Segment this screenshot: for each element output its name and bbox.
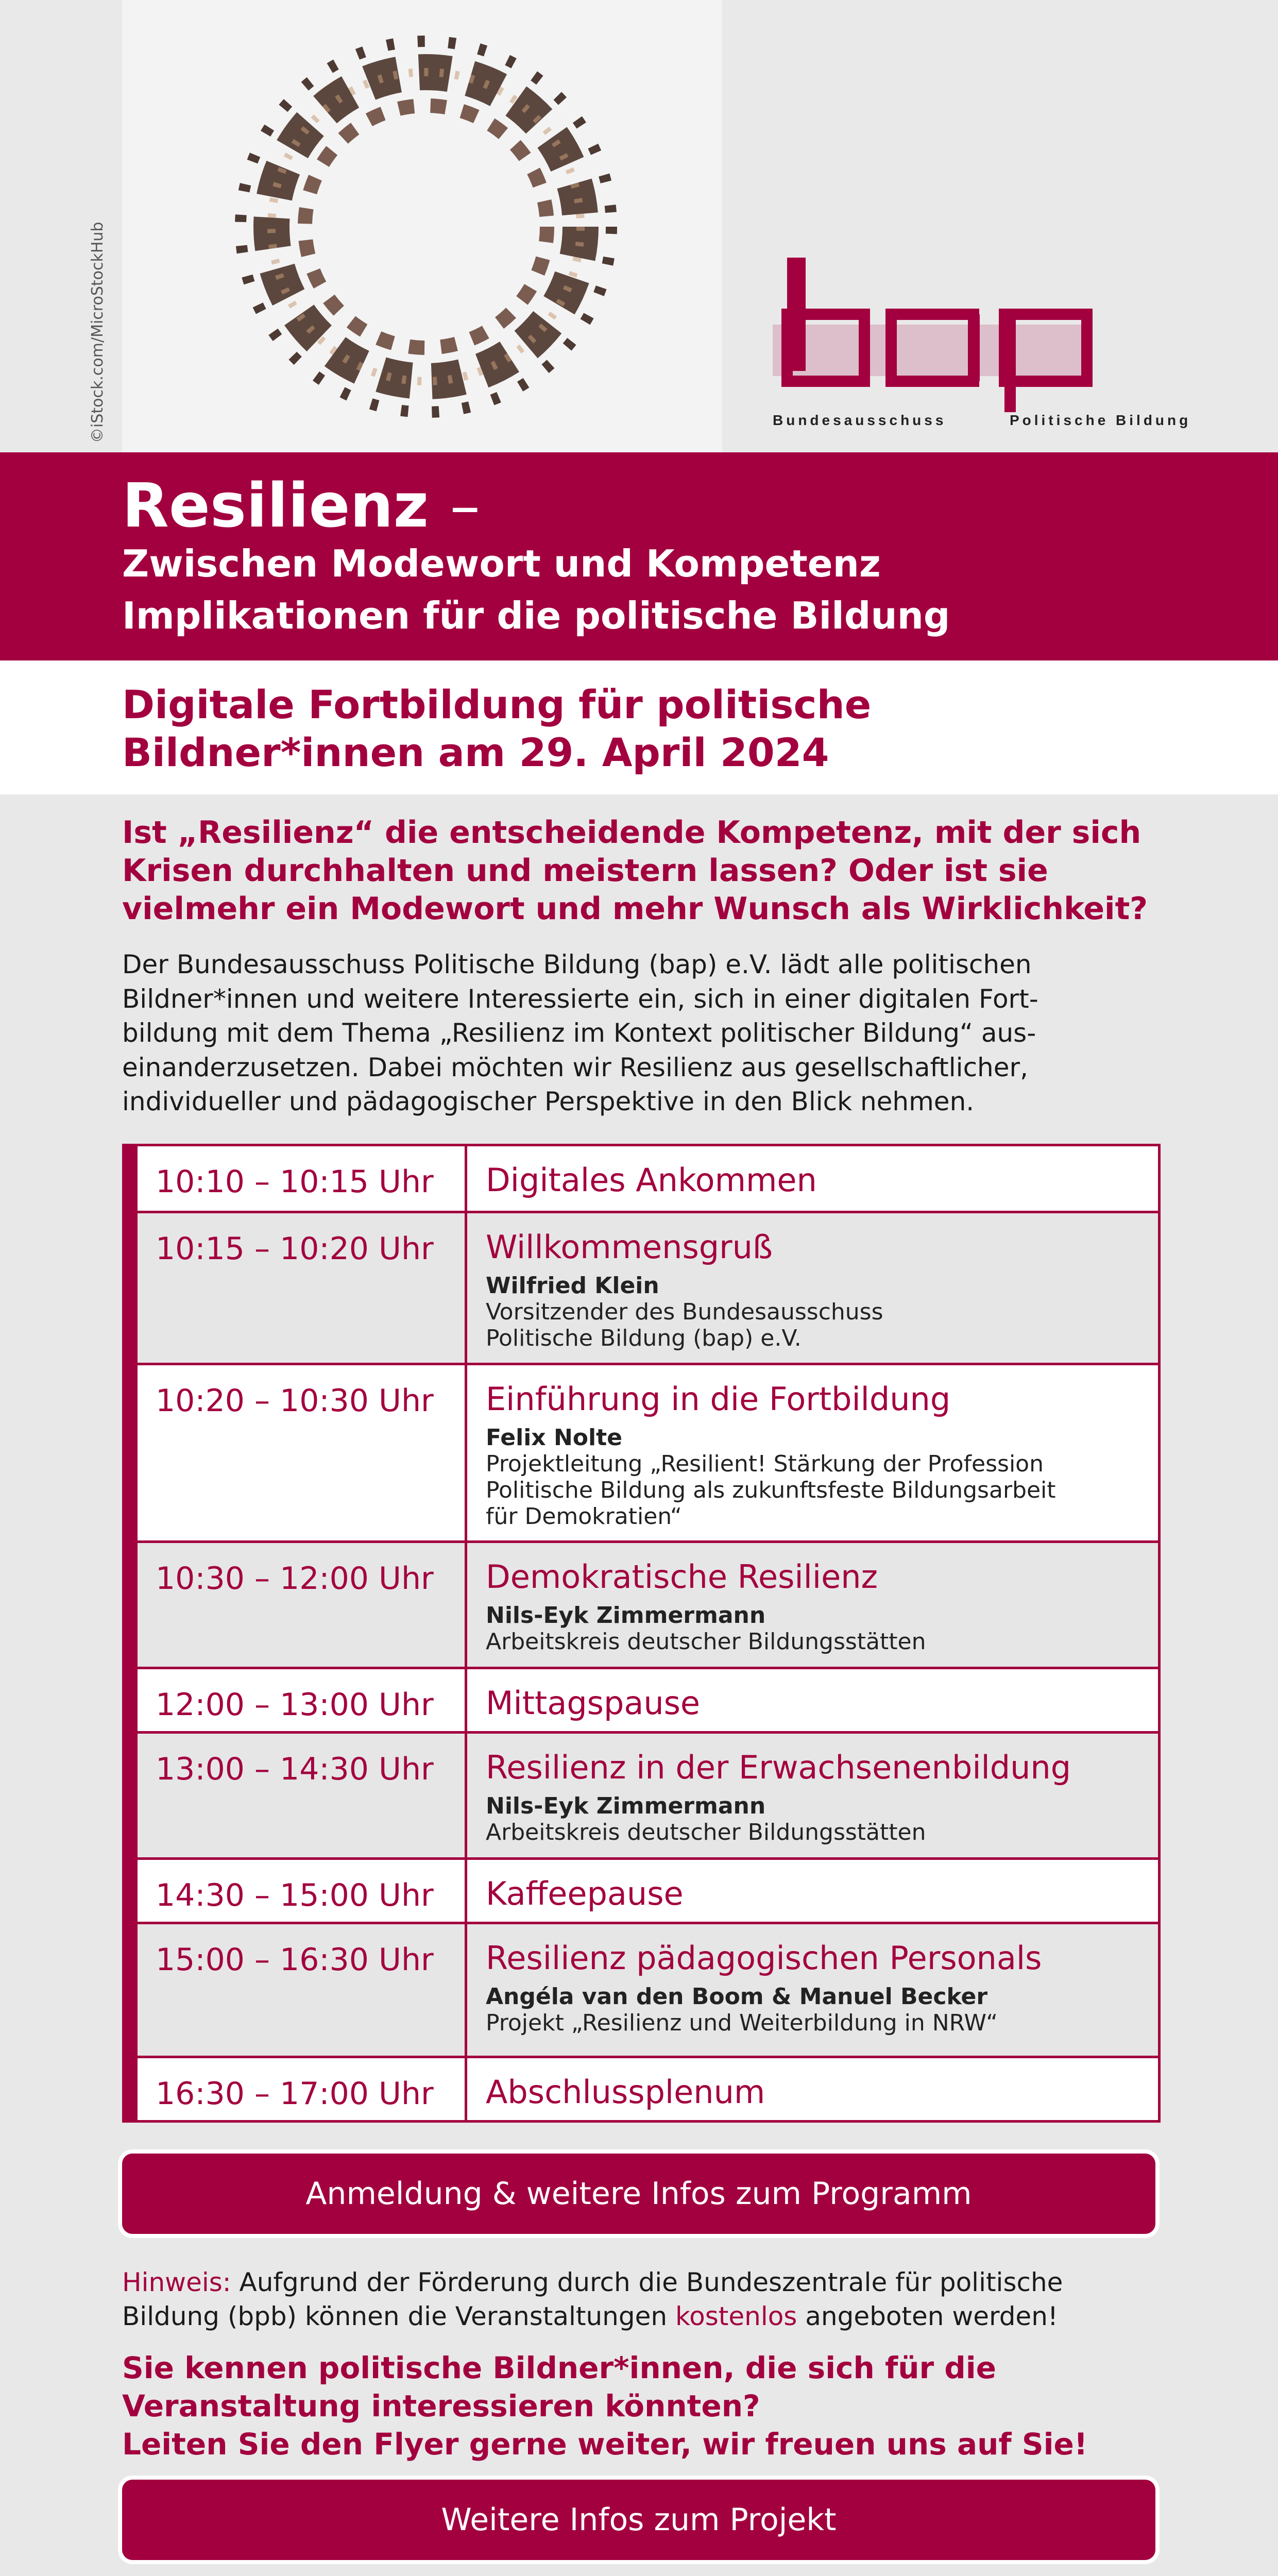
schedule-title: Mittagspause bbox=[486, 1684, 701, 1722]
appeal-text bbox=[122, 2349, 1173, 2464]
intro-body-line: einanderzusetzen. Dabei möchten wir Resilienz aus gesellschaftlicher, bbox=[122, 1052, 1028, 1082]
schedule-info bbox=[467, 2058, 1158, 2120]
schedule-row bbox=[138, 1211, 1158, 1363]
schedule-row bbox=[138, 1922, 1158, 2056]
schedule-info bbox=[467, 1669, 1158, 1731]
schedule-time: 12:00 – 13:00 Uhr bbox=[138, 1669, 467, 1731]
speaker-detail: Projektleitung „Resilient! Stärkung der Profession bbox=[486, 1451, 1044, 1478]
intro-body-line: bildung mit dem Thema „Resilienz im Kontext politischer Bildung“ aus- bbox=[122, 1018, 1036, 1048]
speaker-name: Nils-Eyk Zimmermann bbox=[486, 1602, 766, 1629]
speaker-detail: Arbeitskreis deutscher Bildungsstätten bbox=[486, 1819, 926, 1846]
title-word: Resilienz bbox=[122, 470, 429, 541]
schedule-info bbox=[467, 1924, 1158, 2056]
schedule-row bbox=[138, 1731, 1158, 1857]
intro-body-line: Der Bundesausschuss Politische Bildung (bap) e.V. lädt alle politischen bbox=[122, 950, 1032, 980]
crowd-photo bbox=[122, 0, 722, 452]
schedule-info bbox=[467, 1146, 1158, 1211]
speaker-detail: Politische Bildung als zukunftsfeste Bildungsarbeit bbox=[486, 1477, 1056, 1504]
schedule-time: 15:00 – 16:30 Uhr bbox=[138, 1924, 467, 2056]
schedule-row bbox=[138, 2056, 1158, 2120]
bap-logo-word-right: Politische Bildung bbox=[1010, 412, 1191, 428]
schedule-time: 13:00 – 14:30 Uhr bbox=[138, 1734, 467, 1857]
intro-body bbox=[122, 947, 1178, 1119]
appeal-line: Veranstaltung interessieren könnten? bbox=[122, 2388, 760, 2424]
schedule-info bbox=[467, 1213, 1158, 1363]
note-line-1 bbox=[122, 2266, 1173, 2300]
note-emphasis: kostenlos bbox=[675, 2301, 797, 2331]
schedule-row bbox=[138, 1146, 1158, 1211]
schedule-info bbox=[467, 1543, 1158, 1667]
bap-logo-mark bbox=[773, 258, 1211, 412]
intro-body-line: individueller und pädagogischer Perspektive in den Blick nehmen. bbox=[122, 1087, 975, 1117]
project-info-button[interactable]: Weitere Infos zum Projekt bbox=[122, 2480, 1155, 2560]
schedule-table bbox=[122, 1144, 1161, 2123]
schedule-time: 10:30 – 12:00 Uhr bbox=[138, 1543, 467, 1667]
appeal-line: Sie kennen politische Bildner*innen, die sich für die bbox=[122, 2350, 997, 2385]
note-text: Aufgrund der Förderung durch die Bundeszentrale für politische bbox=[231, 2267, 1063, 2297]
schedule-title: Einführung in die Fortbildung bbox=[486, 1380, 951, 1418]
note-label: Hinweis: bbox=[122, 2267, 231, 2297]
speaker-detail: Vorsitzender des Bundesausschuss bbox=[486, 1299, 883, 1326]
schedule-title: Digitales Ankommen bbox=[486, 1161, 817, 1199]
schedule-title: Abschlussplenum bbox=[486, 2073, 765, 2111]
schedule-row bbox=[138, 1363, 1158, 1540]
crowd-photo-illustration bbox=[122, 0, 722, 452]
intro-question-line: Krisen durchhalten und meistern lassen? Oder ist sie bbox=[122, 852, 1048, 889]
title-band bbox=[0, 452, 1278, 660]
schedule-row bbox=[138, 1540, 1158, 1667]
bap-logo bbox=[773, 258, 1211, 433]
note-section bbox=[122, 2266, 1173, 2464]
intro-question-line: vielmehr ein Modewort und mehr Wunsch als Wirklichkeit? bbox=[122, 890, 1148, 927]
intro-section bbox=[122, 814, 1178, 1119]
subtitle-line-2: Bildner*innen am 29. April 2024 bbox=[122, 729, 829, 775]
speaker-name: Wilfried Klein bbox=[486, 1273, 659, 1299]
subtitle-line-1: Digitale Fortbildung für politische bbox=[122, 682, 872, 727]
schedule-info bbox=[467, 1365, 1158, 1540]
schedule-title: Kaffeepause bbox=[486, 1875, 684, 1912]
header-visual bbox=[0, 0, 1278, 452]
schedule-info bbox=[467, 1860, 1158, 1922]
schedule-title: Resilienz in der Erwachsenenbildung bbox=[486, 1749, 1071, 1786]
register-button[interactable]: Anmeldung & weitere Infos zum Programm bbox=[122, 2154, 1155, 2234]
speaker-detail: Arbeitskreis deutscher Bildungsstätten bbox=[486, 1629, 926, 1655]
title-line-3: Implikationen für die politische Bildung bbox=[122, 594, 950, 637]
photo-credit: ©iStock.com/MicroStockHub bbox=[89, 222, 107, 443]
schedule-row bbox=[138, 1667, 1158, 1731]
note-text: angeboten werden! bbox=[797, 2301, 1058, 2331]
appeal-line: Leiten Sie den Flyer gerne weiter, wir freuen uns auf Sie! bbox=[122, 2427, 1088, 2462]
schedule-info bbox=[467, 1734, 1158, 1857]
speaker-detail: Projekt „Resilienz und Weiterbildung in NRW“ bbox=[486, 2010, 998, 2037]
schedule-time: 10:20 – 10:30 Uhr bbox=[138, 1365, 467, 1540]
schedule-title: Resilienz pädagogischen Personals bbox=[486, 1939, 1042, 1977]
bap-logo-word-left: Bundesausschuss bbox=[773, 412, 947, 428]
speaker-name: Angéla van den Boom & Manuel Becker bbox=[486, 1984, 988, 2010]
speaker-detail: Politische Bildung (bap) e.V. bbox=[486, 1325, 802, 1352]
note-text: Bildung (bpb) können die Veranstaltungen bbox=[122, 2301, 675, 2331]
schedule-time: 10:15 – 10:20 Uhr bbox=[138, 1213, 467, 1363]
schedule-row bbox=[138, 1857, 1158, 1922]
schedule-time: 14:30 – 15:00 Uhr bbox=[138, 1860, 467, 1922]
intro-question-line: Ist „Resilienz“ die entscheidende Kompetenz, mit der sich bbox=[122, 815, 1141, 851]
schedule-title: Demokratische Resilienz bbox=[486, 1558, 878, 1596]
schedule-time: 16:30 – 17:00 Uhr bbox=[138, 2058, 467, 2120]
page-title bbox=[122, 470, 1278, 541]
schedule-title: Willkommensgruß bbox=[486, 1228, 773, 1266]
schedule-time: 10:10 – 10:15 Uhr bbox=[138, 1146, 467, 1211]
title-line-2: Zwischen Modewort und Kompetenz bbox=[122, 541, 881, 585]
intro-body-line: Bildner*innen und weitere Interessierte ein, sich in einer digitalen Fort- bbox=[122, 984, 1038, 1014]
title-dash: – bbox=[450, 470, 481, 541]
speaker-name: Nils-Eyk Zimmermann bbox=[486, 1793, 766, 1820]
subtitle-band bbox=[0, 660, 1278, 794]
speaker-name: Felix Nolte bbox=[486, 1425, 622, 1451]
intro-question bbox=[122, 814, 1178, 928]
speaker-detail: für Demokratien“ bbox=[486, 1503, 682, 1530]
note-line-2 bbox=[122, 2300, 1173, 2334]
